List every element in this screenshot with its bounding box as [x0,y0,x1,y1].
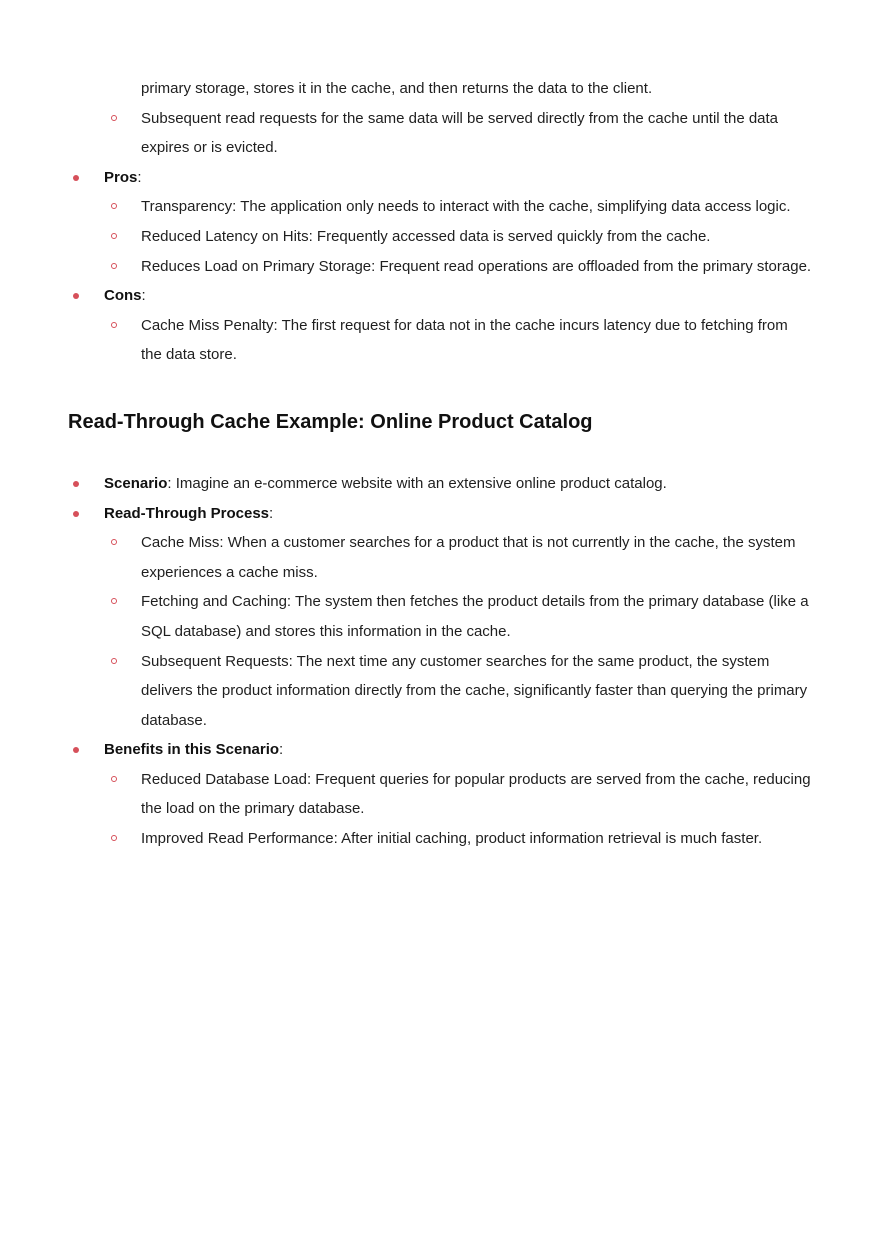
hollow-bullet-icon [111,322,117,328]
hollow-bullet-icon [111,233,117,239]
list-item [68,104,812,163]
hollow-bullet-icon [111,776,117,782]
hollow-bullet-icon [111,658,117,664]
hollow-bullet-icon [111,598,117,604]
list-item-text: Fetching and Caching: The system then fetches the product details from the primary database (like a SQL database) and stores this information in the cache. [141,593,809,640]
pros-item [68,163,812,193]
list-item [68,647,812,736]
hollow-bullet-icon [111,263,117,269]
list-item [68,192,812,222]
intro-sublist [68,104,812,163]
list-item [68,824,812,854]
list-item [68,587,812,646]
pros-label: Pros [104,168,138,186]
bullet-icon [73,747,79,753]
list-item-text: Subsequent Requests: The next time any customer searches for the same product, the system delivers the product information directly from the cache, significantly faster than querying the primary database. [141,652,808,729]
list-item-text: Cache Miss Penalty: The first request for data not in the cache incurs latency due to fetching from the data store. [141,316,788,364]
list-item [68,528,812,587]
list-item-text: Reduced Database Load: Frequent queries for popular products are served from the cache, reducing the load on the primary database. [141,770,811,818]
bullet-icon [73,511,79,517]
list-item [68,311,812,370]
list-item [68,252,812,282]
hollow-bullet-icon [111,203,117,209]
benefits-label: Benefits in this Scenario [104,741,280,759]
colon: : [269,504,274,522]
bullet-icon [73,293,79,299]
scenario-text: : Imagine an e-commerce website with an extensive online product catalog. [167,474,667,492]
process-label: Read-Through Process [104,504,270,522]
bullet-icon [73,481,79,487]
list-item [68,222,812,252]
list-item [68,765,812,824]
cons-label: Cons [104,287,142,305]
process-item [68,499,812,529]
hollow-bullet-icon [111,115,117,121]
hollow-bullet-icon [111,835,117,841]
scenario-label: Scenario [104,474,168,492]
list-item-text: Reduces Load on Primary Storage: Frequent read operations are offloaded from the primary storage. [141,257,812,275]
hollow-bullet-icon [111,539,117,545]
example-list [68,469,812,854]
list-item-text: Subsequent read requests for the same data will be served directly from the cache until the data expires or is evicted. [141,109,779,157]
bullet-icon [73,175,79,181]
cons-item [68,281,812,311]
list-item-text: Reduced Latency on Hits: Frequently accessed data is served quickly from the cache. [141,227,711,245]
colon: : [137,168,142,186]
list-item-text: Cache Miss: When a customer searches for a product that is not currently in the cache, the system experiences a cache miss. [141,534,796,581]
colon: : [279,741,284,759]
continued-text: primary storage, stores it in the cache, and then returns the data to the client. [141,80,653,97]
benefits-item [68,735,812,765]
scenario-item [68,469,812,499]
section-heading: Read-Through Cache Example: Online Product Catalog [68,410,593,433]
colon: : [141,287,146,305]
list-item-text: Transparency: The application only needs to interact with the cache, simplifying data access logic. [141,198,791,216]
pros-cons-list [68,163,812,370]
list-item-text: Improved Read Performance: After initial caching, product information retrieval is much faster. [141,830,763,848]
